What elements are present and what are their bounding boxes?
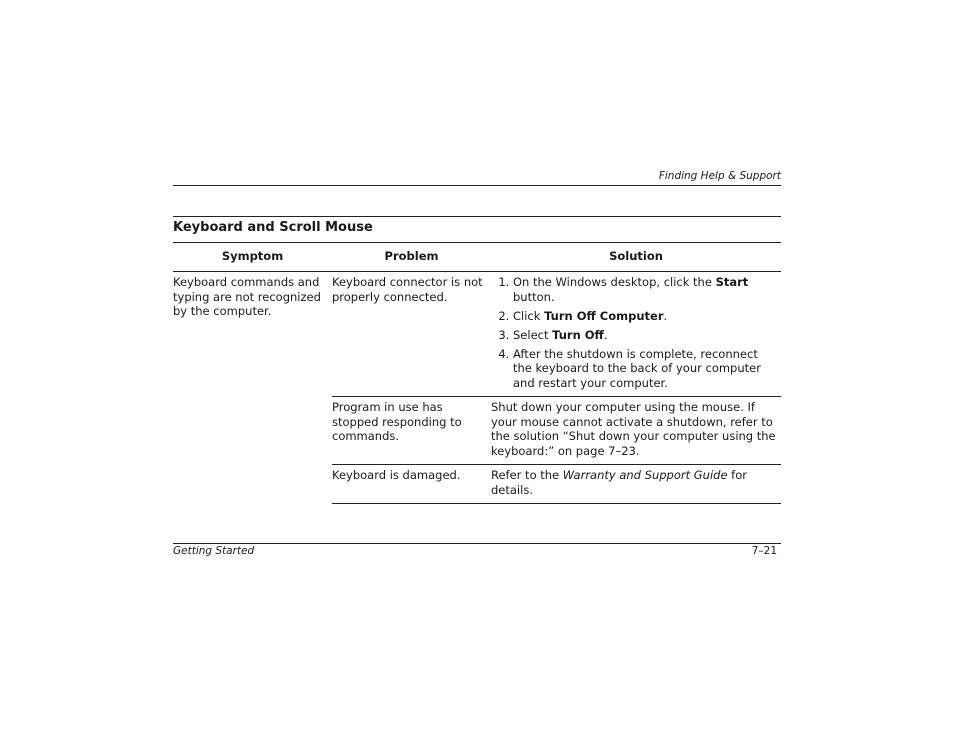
footer-book-title: Getting Started <box>173 545 255 557</box>
problem-cell <box>332 272 491 397</box>
guide-title: Warranty and Support Guide <box>562 468 728 482</box>
manual-page <box>173 0 781 738</box>
problem-cell <box>332 465 491 504</box>
solution-cell <box>491 272 781 397</box>
symptom-text: Keyboard commands and typing are not recognized by the computer. <box>173 275 321 318</box>
symptom-cell <box>173 272 332 504</box>
problem-text: Program in use has stopped responding to commands. <box>332 400 462 443</box>
solution-cell <box>491 397 781 465</box>
header-rule <box>173 185 781 186</box>
problem-cell <box>332 397 491 465</box>
footer-rule <box>173 543 781 544</box>
footer-page-number: 7–21 <box>751 545 777 557</box>
table-header-row <box>173 242 781 272</box>
running-head: Finding Help & Support <box>658 170 781 182</box>
solution-steps-list <box>491 275 777 390</box>
table-caption: Keyboard and Scroll Mouse <box>173 217 781 243</box>
solution-cell: Refer to the Warranty and Support Guide for details. <box>491 465 781 504</box>
troubleshooting-table <box>173 216 781 504</box>
solution-step: 2. Click Turn Off Computer. <box>513 309 777 324</box>
solution-text: Shut down your computer using the mouse. If your mouse cannot activate a shutdown, refer to the solution “Shut down your computer using the keyboard:” on page 7–23. <box>491 400 776 458</box>
column-header-solution: Solution <box>491 242 781 272</box>
table-caption-row <box>173 217 781 243</box>
troubleshooting-table-wrapper <box>173 216 781 504</box>
table-row <box>173 272 781 397</box>
problem-text: Keyboard is damaged. <box>332 468 461 482</box>
solution-step: 3. Select Turn Off. <box>513 328 777 343</box>
problem-text: Keyboard connector is not properly connected. <box>332 275 483 304</box>
solution-step: 4. After the shutdown is complete, reconnect the keyboard to the back of your computer and restart your computer. <box>513 347 777 391</box>
column-header-problem: Problem <box>332 242 491 272</box>
column-header-symptom: Symptom <box>173 242 332 272</box>
solution-step: 1. On the Windows desktop, click the Start button. <box>513 275 777 304</box>
